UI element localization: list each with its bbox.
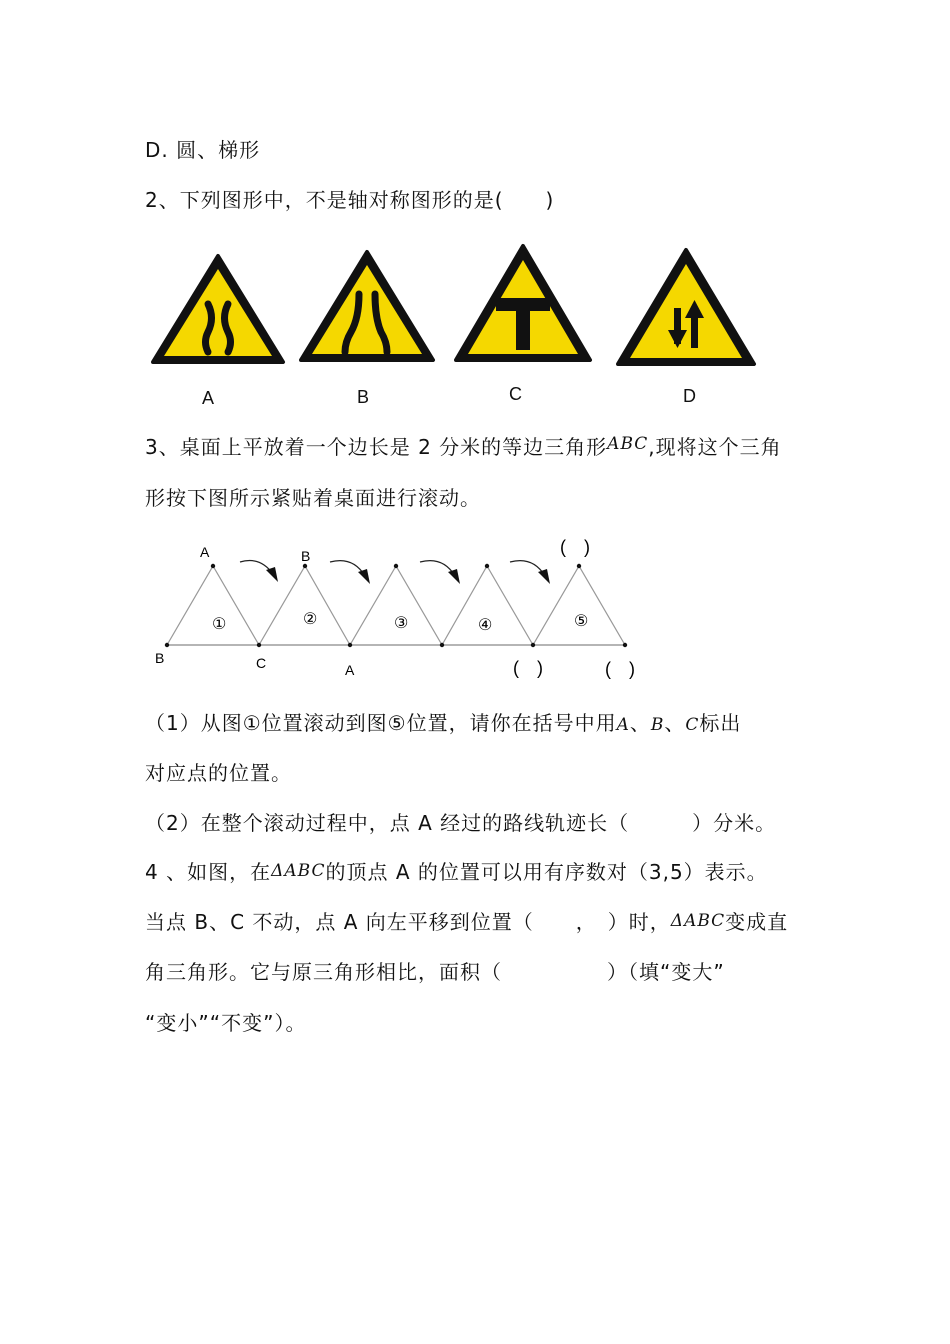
q4-line1-post: 的顶点 A 的位置可以用有序数对（3,5）表示。 bbox=[325, 860, 768, 884]
triangle-3-number: ③ bbox=[394, 615, 409, 632]
q3-line2: 形按下图所示紧贴着桌面进行滚动。 bbox=[145, 486, 481, 510]
label-b-top: B bbox=[301, 548, 311, 564]
q4-line3: 角三角形。它与原三角形相比，面积（ ）（填“变大” bbox=[145, 960, 725, 984]
q4-line2-pre: 当点 B、C 不动，点 A 向左平移到位置（ ， ）时， bbox=[145, 910, 671, 934]
q4-line4: “变小”“不变”）。 bbox=[145, 1011, 307, 1035]
option-a-image bbox=[145, 238, 291, 378]
q1-option-d: D. 圆、梯形 bbox=[145, 138, 261, 162]
triangle-4-number: ④ bbox=[478, 617, 493, 634]
q3-line1-post: ,现将这个三角 bbox=[648, 435, 782, 459]
q4-triangle-abc-2: ΔABC bbox=[670, 911, 726, 931]
label-b-bottom: B bbox=[155, 650, 165, 666]
q4-line1-pre: 4 、如图，在 bbox=[145, 860, 272, 884]
q3-line1 bbox=[145, 433, 782, 463]
q4-line2-post: 变成直 bbox=[725, 910, 789, 934]
narrow-road-left-side-icon bbox=[293, 238, 441, 378]
q4-triangle-abc-1: ΔABC bbox=[271, 861, 326, 881]
option-c-image bbox=[450, 238, 596, 378]
triangle-5-number: ⑤ bbox=[574, 613, 589, 630]
q3-sub1-post: 标出 bbox=[699, 711, 742, 735]
triangle-1-number: ① bbox=[212, 616, 227, 633]
vertex-dots bbox=[165, 564, 627, 647]
q3-sub1-pre: （1）从图①位置滚动到图⑤位置，请你在括号中用 bbox=[145, 711, 617, 735]
label-a-top: A bbox=[200, 544, 210, 560]
option-c-label: C bbox=[509, 384, 522, 404]
arrow-heads bbox=[266, 567, 550, 584]
q3-sub1-sep2: 、 bbox=[664, 711, 686, 735]
q3-sub1-a: A bbox=[616, 715, 630, 735]
blank-bottom-right: ( ) bbox=[605, 659, 635, 679]
q3-line1-pre: 3、桌面上平放着一个边长是 2 分米的等边三角形 bbox=[145, 435, 608, 459]
narrow-road-both-sides-icon bbox=[145, 238, 291, 378]
q3-sub1-sep1: 、 bbox=[629, 711, 651, 735]
option-d-label: D bbox=[683, 386, 696, 406]
q4-line2 bbox=[145, 908, 788, 938]
blank-bottom-left: ( ) bbox=[513, 658, 543, 678]
rolling-triangle-diagram bbox=[145, 530, 665, 690]
option-b-image bbox=[293, 238, 441, 378]
triangle-1 bbox=[167, 566, 259, 645]
q3-sub1-b: B bbox=[650, 715, 665, 735]
two-way-traffic-icon bbox=[610, 238, 760, 378]
triangle-2-number: ② bbox=[303, 611, 318, 628]
q3-sub1-line2: 对应点的位置。 bbox=[145, 761, 292, 785]
q3-sub1-line1 bbox=[145, 709, 741, 739]
t-junction-icon bbox=[450, 238, 596, 378]
q3-sub1-c: C bbox=[685, 715, 700, 735]
q3-triangle-abc: ABC bbox=[607, 434, 649, 454]
option-b-label: B bbox=[357, 387, 370, 407]
option-a-label: A bbox=[202, 388, 215, 408]
q3-sub2: （2）在整个滚动过程中，点 A 经过的路线轨迹长（ ）分米。 bbox=[145, 811, 777, 835]
rolling-arrows bbox=[240, 561, 545, 577]
triangle-2 bbox=[259, 566, 350, 645]
q4-line1 bbox=[145, 858, 768, 888]
blank-top: ( ) bbox=[560, 537, 590, 557]
option-d-image bbox=[610, 238, 760, 378]
label-a-bottom: A bbox=[345, 662, 355, 678]
label-c-bottom: C bbox=[256, 655, 267, 671]
q2-stem: 2、下列图形中，不是轴对称图形的是( ) bbox=[145, 188, 555, 212]
triangle-3 bbox=[350, 566, 442, 645]
